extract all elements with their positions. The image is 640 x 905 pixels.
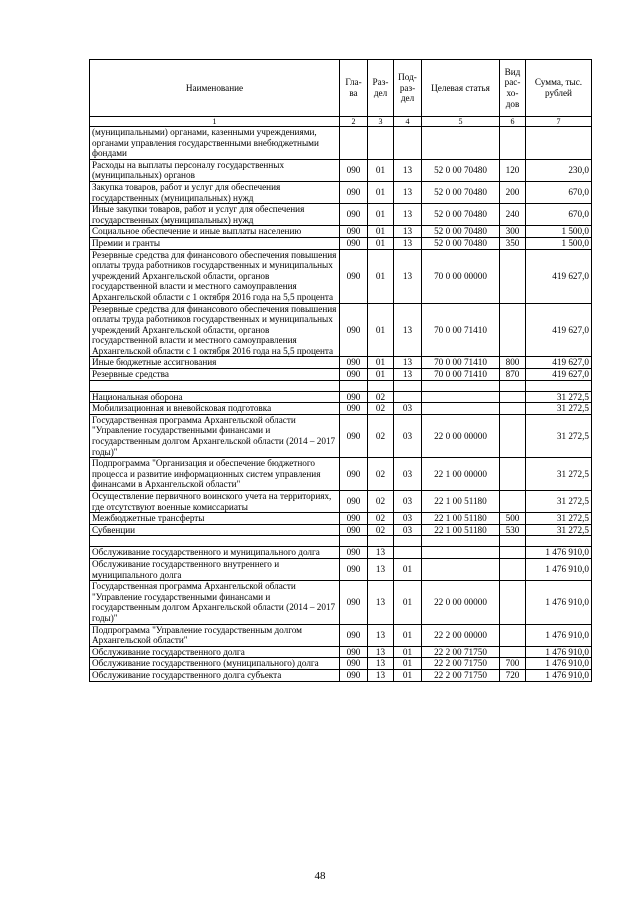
cell-v: [500, 646, 526, 658]
table-row: [90, 581, 592, 624]
cell-name: Осуществление первичного воинского учета на территориях, где отсутствуют военные комиссариаты: [90, 491, 340, 513]
cell-r: 02: [368, 458, 394, 491]
cell-p: 13: [394, 303, 422, 357]
cell-g: 090: [340, 159, 368, 181]
empty-cell: [340, 380, 368, 391]
cell-s: 419 627,0: [526, 303, 592, 357]
cell-g: 090: [340, 369, 368, 381]
cell-name: Резервные средства для финансового обеспечения повышения оплаты труда работников государственных и муниципальных учреждений Архангельской области, органов государственной власти и местного самоуправления Архангельской области с 1 октября 2016 года на 5,5 процента: [90, 249, 340, 303]
column-number-row: [90, 117, 592, 127]
cell-g: 090: [340, 581, 368, 624]
cell-g: 090: [340, 547, 368, 559]
blank-row: [90, 380, 592, 391]
cell-r: 01: [368, 369, 394, 381]
cell-r: 13: [368, 581, 394, 624]
cell-r: 01: [368, 357, 394, 369]
cell-t: 22 2 00 00000: [422, 624, 500, 646]
cell-t: 70 0 00 00000: [422, 249, 500, 303]
table-row: [90, 249, 592, 303]
cell-s: 1 476 910,0: [526, 646, 592, 658]
cell-g: 090: [340, 403, 368, 415]
cell-g: [340, 127, 368, 160]
cell-s: 31 272,5: [526, 403, 592, 415]
cell-t: 52 0 00 70480: [422, 159, 500, 181]
column-number: 7: [526, 117, 592, 127]
cell-v: 200: [500, 181, 526, 203]
header-target: Целевая статья: [422, 60, 500, 117]
cell-name: Государственная программа Архангельской области "Управление государственными финансами и государственным долгом Архангельской области (2014 – 2017 годы)": [90, 414, 340, 457]
cell-t: 52 0 00 70480: [422, 204, 500, 226]
cell-name: Иные бюджетные ассигнования: [90, 357, 340, 369]
empty-cell: [90, 380, 340, 391]
cell-r: 02: [368, 513, 394, 525]
cell-s: 1 476 910,0: [526, 669, 592, 681]
cell-v: [500, 458, 526, 491]
table-row: [90, 558, 592, 580]
cell-s: 419 627,0: [526, 369, 592, 381]
cell-p: [394, 547, 422, 559]
cell-t: 22 2 00 71750: [422, 669, 500, 681]
table-body: [90, 127, 592, 682]
table-row: [90, 414, 592, 457]
empty-cell: [526, 536, 592, 547]
header-row: [90, 60, 592, 117]
cell-p: 03: [394, 491, 422, 513]
cell-name: Национальная оборона: [90, 391, 340, 403]
cell-name: Подпрограмма "Организация и обеспечение бюджетного процесса и развитие информационных систем управления финансами в Архангельской области": [90, 458, 340, 491]
cell-r: 01: [368, 303, 394, 357]
cell-s: 670,0: [526, 204, 592, 226]
cell-p: 03: [394, 513, 422, 525]
table-row: [90, 513, 592, 525]
blank-row: [90, 536, 592, 547]
cell-v: 500: [500, 513, 526, 525]
table-row: [90, 357, 592, 369]
cell-s: 1 500,0: [526, 226, 592, 238]
cell-t: 22 1 00 51180: [422, 491, 500, 513]
cell-s: 31 272,5: [526, 391, 592, 403]
cell-s: 230,0: [526, 159, 592, 181]
empty-cell: [526, 380, 592, 391]
cell-r: 01: [368, 159, 394, 181]
cell-r: 13: [368, 646, 394, 658]
table-row: [90, 403, 592, 415]
cell-t: 70 0 00 71410: [422, 369, 500, 381]
cell-p: 03: [394, 403, 422, 415]
cell-t: 22 2 00 71750: [422, 646, 500, 658]
cell-p: 13: [394, 159, 422, 181]
cell-p: 13: [394, 369, 422, 381]
header-glava: Гла-ва: [340, 60, 368, 117]
empty-cell: [394, 536, 422, 547]
cell-r: 01: [368, 181, 394, 203]
cell-v: [500, 558, 526, 580]
cell-g: 090: [340, 558, 368, 580]
cell-p: 01: [394, 624, 422, 646]
cell-name: Резервные средства для финансового обеспечения повышения оплаты труда работников государственных и муниципальных учреждений Архангельской области, органов государственной власти и местного самоуправления Архангельской области с 1 октября 2016 года на 5,5 процента: [90, 303, 340, 357]
empty-cell: [90, 536, 340, 547]
cell-g: 090: [340, 226, 368, 238]
cell-s: 1 476 910,0: [526, 558, 592, 580]
cell-g: 090: [340, 624, 368, 646]
cell-v: [500, 249, 526, 303]
cell-t: 52 0 00 70480: [422, 181, 500, 203]
cell-p: 03: [394, 524, 422, 536]
cell-g: 090: [340, 491, 368, 513]
table-row: [90, 303, 592, 357]
cell-name: Иные закупки товаров, работ и услуг для обеспечения государственных (муниципальных) нужд: [90, 204, 340, 226]
empty-cell: [500, 380, 526, 391]
cell-t: 22 1 00 51180: [422, 513, 500, 525]
cell-g: 090: [340, 237, 368, 249]
cell-g: 090: [340, 391, 368, 403]
cell-s: 1 476 910,0: [526, 581, 592, 624]
column-number: 2: [340, 117, 368, 127]
cell-p: 13: [394, 204, 422, 226]
empty-cell: [422, 380, 500, 391]
budget-table-container: [89, 59, 591, 682]
table-row: [90, 391, 592, 403]
cell-p: 13: [394, 249, 422, 303]
cell-p: 03: [394, 458, 422, 491]
cell-t: [422, 127, 500, 160]
cell-p: 01: [394, 581, 422, 624]
cell-t: [422, 391, 500, 403]
cell-v: [500, 303, 526, 357]
cell-v: 530: [500, 524, 526, 536]
cell-s: 31 272,5: [526, 513, 592, 525]
cell-r: 13: [368, 547, 394, 559]
cell-r: [368, 127, 394, 160]
table-row: [90, 491, 592, 513]
cell-p: [394, 127, 422, 160]
table-row: [90, 458, 592, 491]
table-row: [90, 369, 592, 381]
column-number: 4: [394, 117, 422, 127]
cell-g: 090: [340, 414, 368, 457]
cell-g: 090: [340, 513, 368, 525]
cell-v: 720: [500, 669, 526, 681]
table-row: [90, 237, 592, 249]
empty-cell: [500, 536, 526, 547]
cell-v: [500, 547, 526, 559]
header-vid: Вид рас-хо-дов: [500, 60, 526, 117]
cell-v: [500, 391, 526, 403]
cell-name: Подпрограмма "Управление государственным долгом Архангельской области": [90, 624, 340, 646]
table-row: [90, 624, 592, 646]
empty-cell: [368, 536, 394, 547]
table-row: [90, 226, 592, 238]
cell-r: 01: [368, 237, 394, 249]
cell-name: Закупка товаров, работ и услуг для обеспечения государственных (муниципальных) нужд: [90, 181, 340, 203]
cell-name: Субвенции: [90, 524, 340, 536]
cell-t: 52 0 00 70480: [422, 237, 500, 249]
page-number: 48: [314, 870, 326, 882]
cell-p: 13: [394, 357, 422, 369]
table-row: [90, 127, 592, 160]
cell-r: 02: [368, 491, 394, 513]
cell-t: 70 0 00 71410: [422, 303, 500, 357]
cell-t: 70 0 00 71410: [422, 357, 500, 369]
cell-g: 090: [340, 357, 368, 369]
cell-t: 22 1 00 00000: [422, 458, 500, 491]
column-number: 5: [422, 117, 500, 127]
cell-p: 03: [394, 414, 422, 457]
cell-v: 350: [500, 237, 526, 249]
empty-cell: [422, 536, 500, 547]
cell-p: 13: [394, 181, 422, 203]
cell-r: 01: [368, 226, 394, 238]
cell-s: 1 476 910,0: [526, 658, 592, 670]
cell-g: 090: [340, 204, 368, 226]
cell-g: 090: [340, 249, 368, 303]
cell-v: 120: [500, 159, 526, 181]
cell-s: [526, 127, 592, 160]
cell-g: 090: [340, 646, 368, 658]
cell-g: 090: [340, 303, 368, 357]
cell-r: 01: [368, 204, 394, 226]
cell-name: Обслуживание государственного долга субъекта: [90, 669, 340, 681]
column-number: 3: [368, 117, 394, 127]
cell-t: 22 1 00 51180: [422, 524, 500, 536]
cell-r: 02: [368, 414, 394, 457]
header-sum: Сумма, тыс. рублей: [526, 60, 592, 117]
cell-r: 01: [368, 249, 394, 303]
cell-name: Обслуживание государственного долга: [90, 646, 340, 658]
cell-r: 02: [368, 403, 394, 415]
table-row: [90, 524, 592, 536]
cell-s: 670,0: [526, 181, 592, 203]
cell-g: 090: [340, 669, 368, 681]
cell-s: 1 476 910,0: [526, 624, 592, 646]
cell-v: 300: [500, 226, 526, 238]
cell-p: 01: [394, 646, 422, 658]
cell-name: Премии и гранты: [90, 237, 340, 249]
cell-r: 13: [368, 558, 394, 580]
cell-v: 700: [500, 658, 526, 670]
cell-p: [394, 391, 422, 403]
cell-r: 13: [368, 658, 394, 670]
cell-g: 090: [340, 658, 368, 670]
cell-name: (муниципальными) органами, казенными учреждениями, органами управления государственными внебюджетными фондами: [90, 127, 340, 160]
cell-r: 02: [368, 391, 394, 403]
cell-s: 419 627,0: [526, 249, 592, 303]
cell-p: 13: [394, 237, 422, 249]
cell-name: Резервные средства: [90, 369, 340, 381]
cell-v: [500, 491, 526, 513]
table-row: [90, 547, 592, 559]
cell-t: 22 2 00 71750: [422, 658, 500, 670]
empty-cell: [340, 536, 368, 547]
cell-v: [500, 414, 526, 457]
cell-name: Межбюджетные трансферты: [90, 513, 340, 525]
cell-v: [500, 403, 526, 415]
cell-s: 419 627,0: [526, 357, 592, 369]
cell-name: Мобилизационная и вневойсковая подготовка: [90, 403, 340, 415]
table-row: [90, 204, 592, 226]
cell-p: 01: [394, 558, 422, 580]
header-name: Наименование: [90, 60, 340, 117]
budget-table: [89, 59, 592, 682]
cell-t: [422, 547, 500, 559]
cell-t: [422, 558, 500, 580]
cell-s: 31 272,5: [526, 524, 592, 536]
cell-name: Обслуживание государственного внутреннего и муниципального долга: [90, 558, 340, 580]
cell-s: 1 476 910,0: [526, 547, 592, 559]
cell-t: 52 0 00 70480: [422, 226, 500, 238]
cell-name: Обслуживание государственного и муниципального долга: [90, 547, 340, 559]
cell-r: 13: [368, 624, 394, 646]
column-number: 6: [500, 117, 526, 127]
cell-name: Обслуживание государственного (муниципального) долга: [90, 658, 340, 670]
cell-p: 01: [394, 658, 422, 670]
empty-cell: [394, 380, 422, 391]
cell-s: 1 500,0: [526, 237, 592, 249]
cell-s: 31 272,5: [526, 458, 592, 491]
cell-t: 22 0 00 00000: [422, 581, 500, 624]
cell-s: 31 272,5: [526, 414, 592, 457]
cell-v: 800: [500, 357, 526, 369]
column-number: 1: [90, 117, 340, 127]
cell-g: 090: [340, 524, 368, 536]
cell-name: Расходы на выплаты персоналу государственных (муниципальных) органов: [90, 159, 340, 181]
table-row: [90, 669, 592, 681]
cell-r: 02: [368, 524, 394, 536]
table-row: [90, 181, 592, 203]
header-podrazdel: Под-раз-дел: [394, 60, 422, 117]
cell-t: 22 0 00 00000: [422, 414, 500, 457]
cell-p: 01: [394, 669, 422, 681]
header-razdel: Раз-дел: [368, 60, 394, 117]
cell-g: 090: [340, 458, 368, 491]
cell-p: 13: [394, 226, 422, 238]
cell-v: 870: [500, 369, 526, 381]
cell-g: 090: [340, 181, 368, 203]
cell-t: [422, 403, 500, 415]
cell-name: Государственная программа Архангельской области "Управление государственными финансами и государственным долгом Архангельской области (2014 – 2017 годы)": [90, 581, 340, 624]
empty-cell: [368, 380, 394, 391]
cell-v: [500, 581, 526, 624]
cell-s: 31 272,5: [526, 491, 592, 513]
cell-v: 240: [500, 204, 526, 226]
cell-r: 13: [368, 669, 394, 681]
table-row: [90, 159, 592, 181]
cell-name: Социальное обеспечение и иные выплаты населению: [90, 226, 340, 238]
cell-v: [500, 127, 526, 160]
cell-v: [500, 624, 526, 646]
table-row: [90, 658, 592, 670]
table-row: [90, 646, 592, 658]
